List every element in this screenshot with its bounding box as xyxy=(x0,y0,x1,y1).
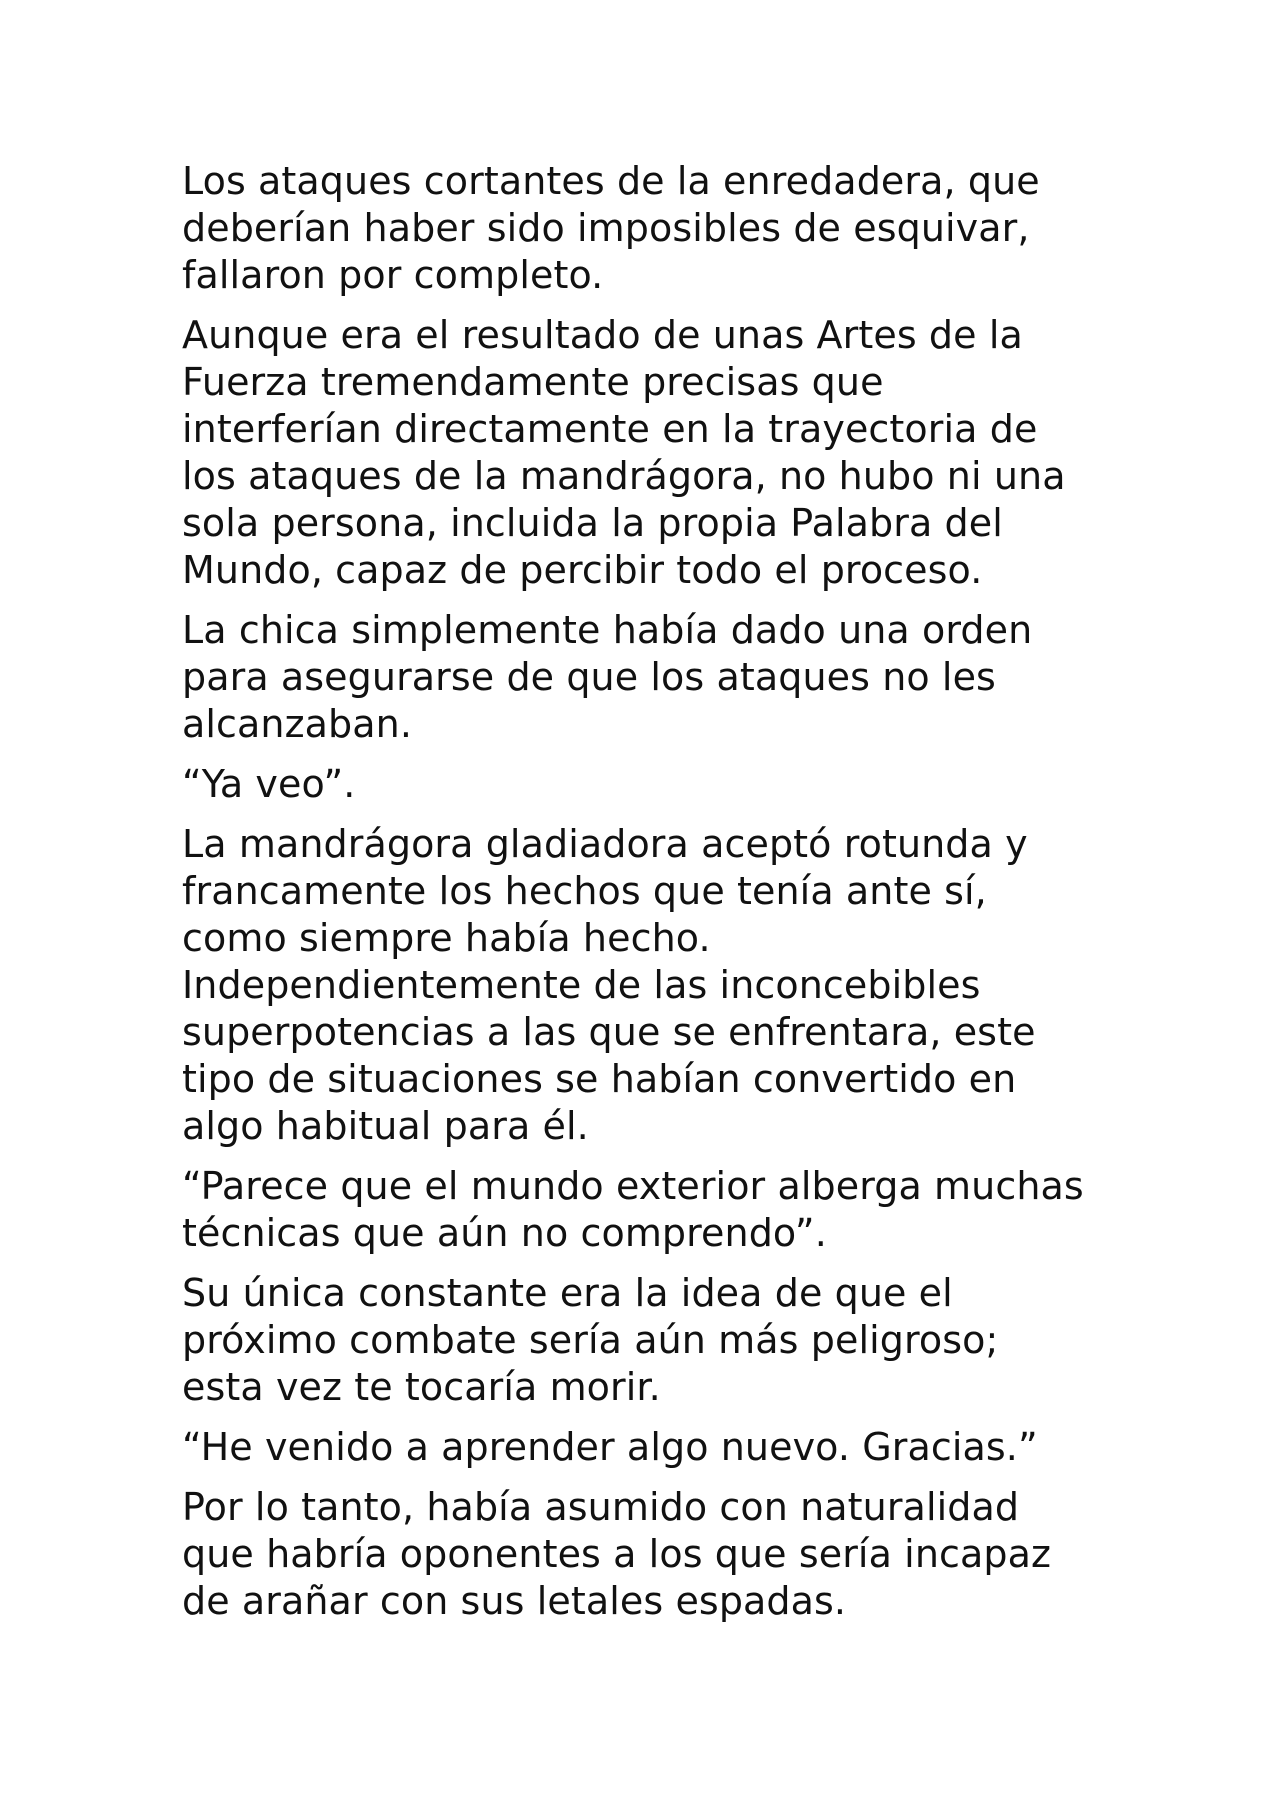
paragraph: “He venido a aprender algo nuevo. Gracias.” xyxy=(182,1425,1038,1469)
paragraph: La chica simplemente había dado una orden para asegurarse de que los ataques no les alcanzaban. xyxy=(182,608,1033,746)
paragraph: Aunque era el resultado de unas Artes de la Fuerza tremendamente precisas que interferían directamente en la trayectoria de los ataques de la mandrágora, no hubo ni una sola persona, incluida la propia Palabra del Mundo, capaz de percibir todo el proceso. xyxy=(182,313,1066,592)
paragraph: La mandrágora gladiadora aceptó rotunda y francamente los hechos que tenía ante sí, como siempre había hecho. Independientemente de las inconcebibles superpotencias a las que se enfrentara, este tipo de situaciones se habían convertido en algo habitual para él. xyxy=(182,822,1036,1148)
paragraph: “Parece que el mundo exterior alberga muchas técnicas que aún no comprendo”. xyxy=(182,1164,1084,1255)
document-body xyxy=(182,158,1112,1638)
paragraph: “Ya veo”. xyxy=(182,762,356,806)
paragraph: Por lo tanto, había asumido con naturalidad que habría oponentes a los que sería incapaz de arañar con sus letales espadas. xyxy=(182,1485,1052,1623)
paragraph: Su única constante era la idea de que el próximo combate sería aún más peligroso; esta vez te tocaría morir. xyxy=(182,1271,999,1409)
paragraph: Los ataques cortantes de la enredadera, que deberían haber sido imposibles de esquivar, fallaron por completo. xyxy=(182,159,1040,297)
